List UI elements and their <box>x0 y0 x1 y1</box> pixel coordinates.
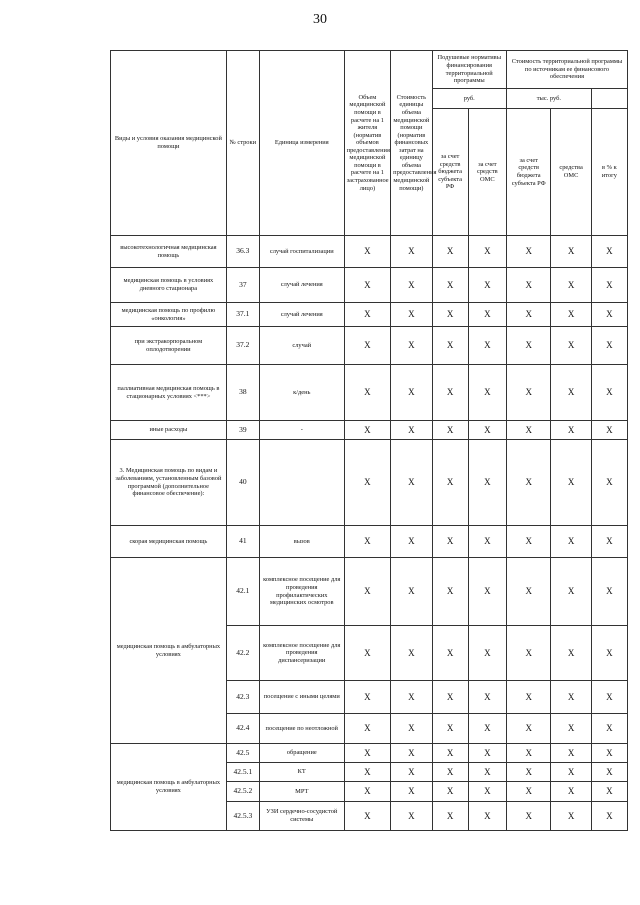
header-total-cost: Стоимость территориальной программы по источникам ее финансового обеспечения <box>506 51 627 89</box>
row-unit: случай госпитализации <box>259 236 344 268</box>
table-row <box>111 440 628 526</box>
row-unit: посещение по неотложной <box>259 714 344 744</box>
row-value: X <box>391 714 432 744</box>
row-value: X <box>551 744 591 763</box>
row-value: X <box>344 440 391 526</box>
table-row <box>111 365 628 421</box>
row-value: X <box>591 526 627 558</box>
row-unit: УЗИ сердечно-сосудистой системы <box>259 802 344 831</box>
row-unit: комплексное посещение для проведения диспансеризации <box>259 626 344 681</box>
row-value: X <box>551 365 591 421</box>
row-value: X <box>468 744 506 763</box>
row-value: X <box>432 526 468 558</box>
row-value: X <box>591 327 627 365</box>
row-value: X <box>591 365 627 421</box>
row-value: X <box>506 421 550 440</box>
row-value: X <box>391 303 432 327</box>
row-value: X <box>506 526 550 558</box>
row-code: 42.2 <box>226 626 259 681</box>
header-budget-2: за счет средств бюджета субъекта РФ <box>506 109 550 236</box>
row-code: 39 <box>226 421 259 440</box>
row-unit: вызов <box>259 526 344 558</box>
row-value: X <box>391 763 432 782</box>
row-value: X <box>591 558 627 626</box>
row-value: X <box>391 802 432 831</box>
row-value: X <box>468 365 506 421</box>
row-kind: медицинская помощь в амбулаторных условиях <box>111 744 227 831</box>
row-code: 41 <box>226 526 259 558</box>
row-value: X <box>506 763 550 782</box>
row-value: X <box>591 763 627 782</box>
row-value: X <box>344 268 391 303</box>
row-value: X <box>391 421 432 440</box>
row-value: X <box>432 626 468 681</box>
table-row <box>111 526 628 558</box>
row-value: X <box>344 763 391 782</box>
row-value: X <box>344 365 391 421</box>
row-value: X <box>591 440 627 526</box>
table-row <box>111 303 628 327</box>
row-value: X <box>551 526 591 558</box>
table-body <box>111 236 628 831</box>
header-oms: за счет средств ОМС <box>468 109 506 236</box>
row-kind: паллиативная медицинская помощь в стационарных условиях <***> <box>111 365 227 421</box>
row-code: 40 <box>226 440 259 526</box>
row-value: X <box>432 714 468 744</box>
header-oms-2: средства ОМС <box>551 109 591 236</box>
row-value: X <box>391 626 432 681</box>
table-row <box>111 558 628 626</box>
row-kind: иные расходы <box>111 421 227 440</box>
table-row <box>111 744 628 763</box>
page-number: 30 <box>313 12 327 27</box>
header-rub: руб. <box>432 89 506 109</box>
row-value: X <box>468 802 506 831</box>
row-value: X <box>344 526 391 558</box>
row-value: X <box>551 714 591 744</box>
row-value: X <box>551 327 591 365</box>
row-value: X <box>468 440 506 526</box>
row-value: X <box>391 440 432 526</box>
row-unit: посещение с иными целями <box>259 681 344 714</box>
row-value: X <box>432 327 468 365</box>
row-code: 37.2 <box>226 327 259 365</box>
row-value: X <box>391 327 432 365</box>
row-value: X <box>432 440 468 526</box>
row-value: X <box>506 268 550 303</box>
row-unit: КТ <box>259 763 344 782</box>
row-value: X <box>551 681 591 714</box>
row-value: X <box>344 681 391 714</box>
row-value: X <box>344 327 391 365</box>
row-value: X <box>591 268 627 303</box>
row-value: X <box>391 236 432 268</box>
row-value: X <box>391 558 432 626</box>
row-value: X <box>432 681 468 714</box>
row-value: X <box>506 714 550 744</box>
row-value: X <box>506 558 550 626</box>
row-value: X <box>591 236 627 268</box>
header-cost: Стоимость единицы объема медицинской помощи (норматив финансовых затрат на единицу объема предоставления медицинской помощи) <box>391 51 432 236</box>
row-code: 37.1 <box>226 303 259 327</box>
row-value: X <box>432 744 468 763</box>
row-value: X <box>506 681 550 714</box>
row-unit: обращение <box>259 744 344 763</box>
row-code: 42.4 <box>226 714 259 744</box>
row-value: X <box>551 626 591 681</box>
row-value: X <box>468 763 506 782</box>
header-per-capita: Подушевые нормативы финансирования территориальной программы <box>432 51 506 89</box>
row-value: X <box>344 782 391 802</box>
row-value: X <box>344 421 391 440</box>
row-value: X <box>551 802 591 831</box>
row-value: X <box>344 744 391 763</box>
row-value: X <box>591 421 627 440</box>
row-value: X <box>432 782 468 802</box>
table-row <box>111 268 628 303</box>
row-value: X <box>432 558 468 626</box>
financing-table <box>110 50 628 831</box>
table-row <box>111 327 628 365</box>
row-unit: случай лечения <box>259 303 344 327</box>
row-value: X <box>591 744 627 763</box>
row-kind: медицинская помощь по профилю «онкология» <box>111 303 227 327</box>
row-code: 36.3 <box>226 236 259 268</box>
row-value: X <box>506 802 550 831</box>
row-code: 42.3 <box>226 681 259 714</box>
table-row <box>111 421 628 440</box>
row-value: X <box>432 365 468 421</box>
header-row-no: № строки <box>226 51 259 236</box>
row-value: X <box>391 744 432 763</box>
row-value: X <box>468 526 506 558</box>
row-code: 42.5.2 <box>226 782 259 802</box>
header-volume: Объем медицинской помощи в расчете на 1 жителя (норматив объемов предоставления медицинской помощи в расчете на 1 застрахованное лицо) <box>344 51 391 236</box>
row-value: X <box>506 365 550 421</box>
row-code: 42.5.3 <box>226 802 259 831</box>
row-kind: медицинская помощь в условиях дневного стационара <box>111 268 227 303</box>
row-value: X <box>551 268 591 303</box>
row-value: X <box>468 236 506 268</box>
row-value: X <box>506 236 550 268</box>
row-code: 42.1 <box>226 558 259 626</box>
row-value: X <box>506 327 550 365</box>
row-kind: скорая медицинская помощь <box>111 526 227 558</box>
row-value: X <box>432 763 468 782</box>
header-unit: Единица измерения <box>259 51 344 236</box>
row-kind: при экстракорпоральном оплодотворении <box>111 327 227 365</box>
row-value: X <box>506 440 550 526</box>
row-value: X <box>506 782 550 802</box>
row-value: X <box>551 782 591 802</box>
row-value: X <box>551 440 591 526</box>
table-row <box>111 236 628 268</box>
row-unit: комплексное посещение для проведения профилактических медицинских осмотров <box>259 558 344 626</box>
row-kind: 3. Медицинская помощь по видам и заболеваниям, установленным базовой программой (дополнительное финансовое обеспечение): <box>111 440 227 526</box>
row-value: X <box>468 626 506 681</box>
row-value: X <box>468 303 506 327</box>
row-value: X <box>344 236 391 268</box>
row-value: X <box>591 303 627 327</box>
row-value: X <box>432 236 468 268</box>
row-value: X <box>468 782 506 802</box>
row-kind: высокотехнологичная медицинская помощь <box>111 236 227 268</box>
row-unit: МРТ <box>259 782 344 802</box>
row-value: X <box>591 782 627 802</box>
row-code: 38 <box>226 365 259 421</box>
row-value: X <box>432 268 468 303</box>
row-unit: случай <box>259 327 344 365</box>
row-value: X <box>468 327 506 365</box>
row-code: 42.5 <box>226 744 259 763</box>
row-value: X <box>506 744 550 763</box>
row-value: X <box>391 681 432 714</box>
row-value: X <box>551 763 591 782</box>
row-value: X <box>344 303 391 327</box>
row-value: X <box>591 714 627 744</box>
row-value: X <box>391 782 432 802</box>
header-empty <box>591 89 627 109</box>
header-kind: Виды и условия оказания медицинской помощи <box>111 51 227 236</box>
row-value: X <box>551 421 591 440</box>
row-value: X <box>506 626 550 681</box>
row-value: X <box>591 681 627 714</box>
row-value: X <box>391 526 432 558</box>
row-code: 37 <box>226 268 259 303</box>
row-unit: - <box>259 421 344 440</box>
row-value: X <box>344 714 391 744</box>
row-value: X <box>468 714 506 744</box>
row-value: X <box>468 681 506 714</box>
row-code: 42.5.1 <box>226 763 259 782</box>
row-value: X <box>468 421 506 440</box>
row-unit <box>259 440 344 526</box>
row-value: X <box>344 558 391 626</box>
row-unit: случай лечения <box>259 268 344 303</box>
row-value: X <box>432 421 468 440</box>
header-thousand-rub: тыс. руб. <box>506 89 591 109</box>
row-value: X <box>551 303 591 327</box>
row-kind: медицинская помощь в амбулаторных условиях <box>111 558 227 744</box>
row-value: X <box>344 626 391 681</box>
row-value: X <box>591 626 627 681</box>
row-value: X <box>506 303 550 327</box>
row-value: X <box>391 365 432 421</box>
row-value: X <box>468 268 506 303</box>
row-value: X <box>591 802 627 831</box>
row-value: X <box>468 558 506 626</box>
row-value: X <box>432 802 468 831</box>
row-value: X <box>344 802 391 831</box>
header-percent: в % к итогу <box>591 109 627 236</box>
row-value: X <box>432 303 468 327</box>
header-budget: за счет средств бюджета субъекта РФ <box>432 109 468 236</box>
row-value: X <box>391 268 432 303</box>
row-value: X <box>551 558 591 626</box>
row-unit: к/день <box>259 365 344 421</box>
row-value: X <box>551 236 591 268</box>
